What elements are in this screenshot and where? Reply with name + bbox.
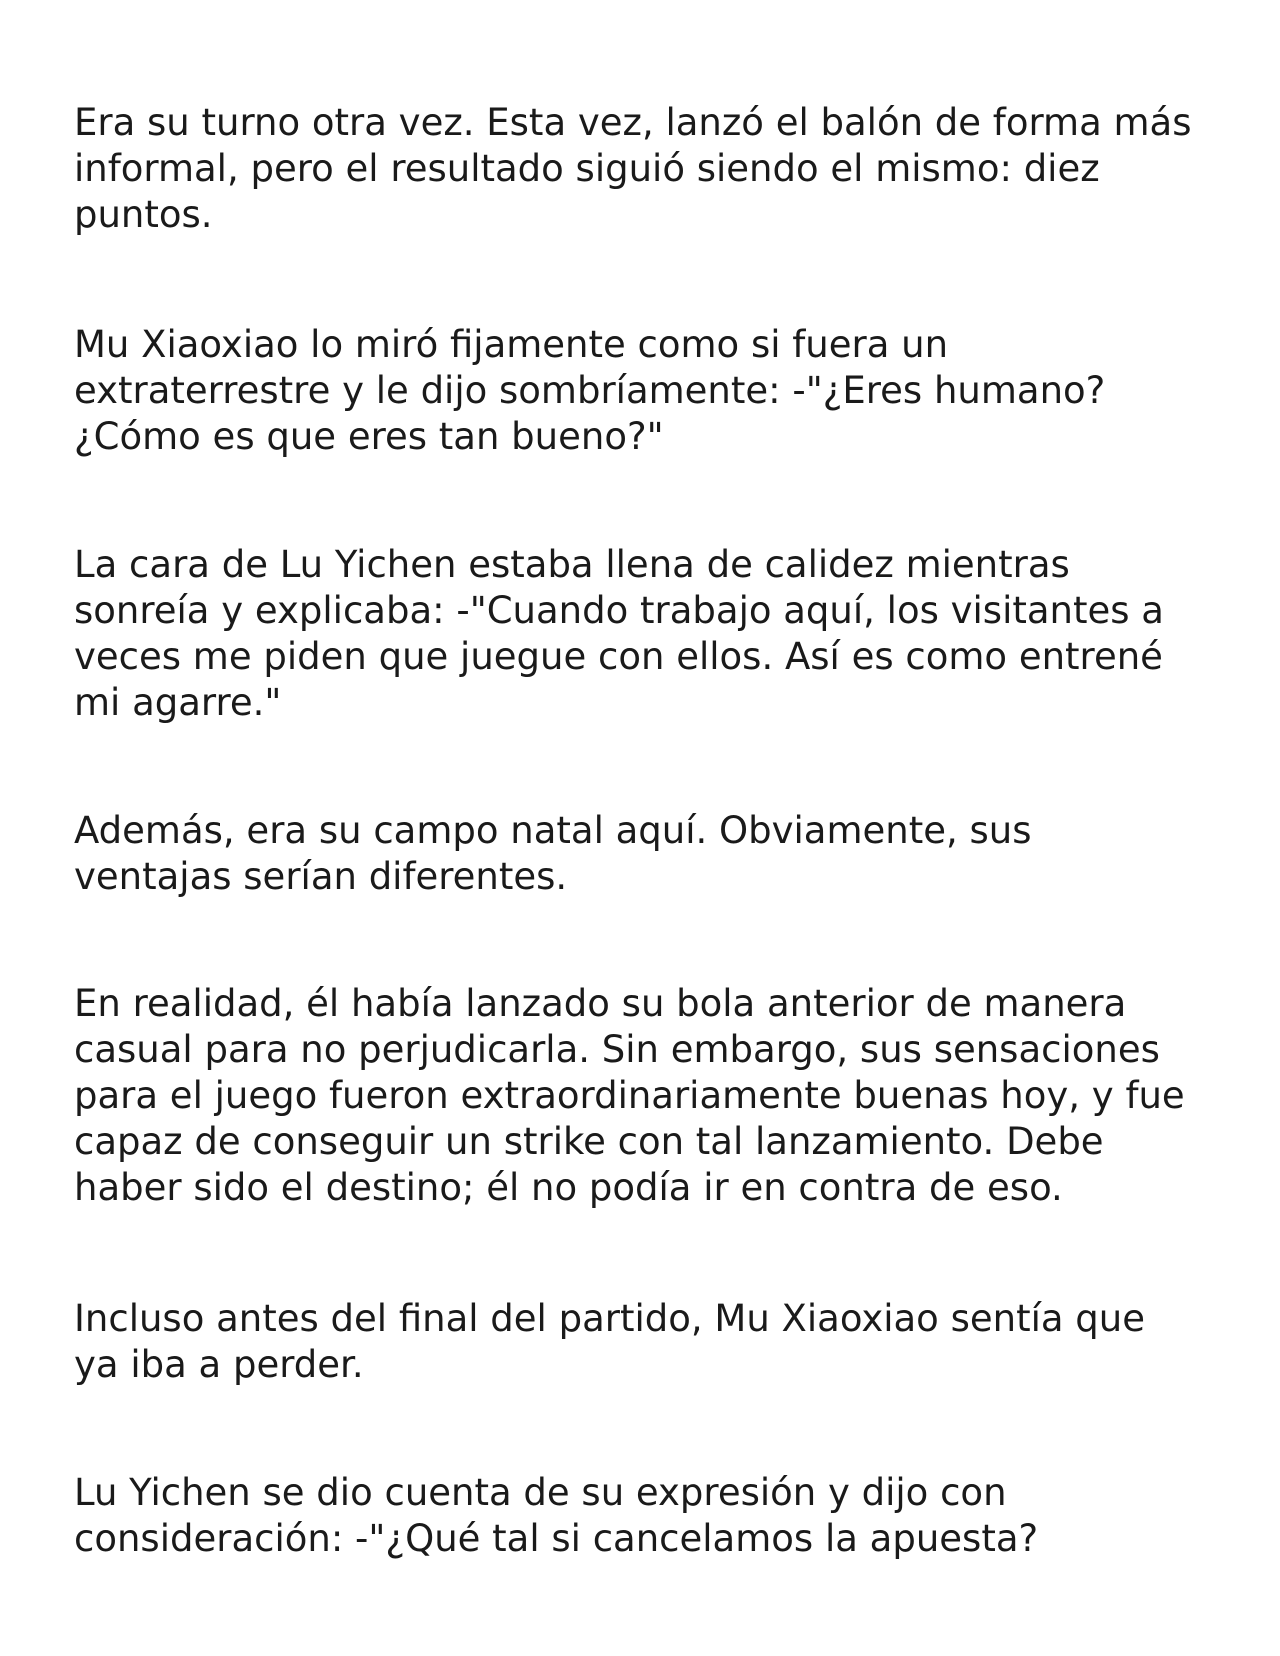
paragraph-1 (74, 100, 1234, 238)
paragraph-line: extraterrestre y le dijo sombríamente: -"¿Eres humano? (74, 369, 1106, 412)
paragraph-2 (74, 322, 1234, 460)
paragraph-line: Mu Xiaoxiao lo miró fijamente como si fuera un (74, 323, 949, 366)
paragraph-7 (74, 1470, 1234, 1562)
paragraph-6 (74, 1296, 1234, 1388)
paragraph-line: Lu Yichen se dio cuenta de su expresión y dijo con (74, 1471, 1007, 1514)
paragraph-line: La cara de Lu Yichen estaba llena de calidez mientras (74, 543, 1070, 586)
paragraph-line: consideración: -"¿Qué tal si cancelamos la apuesta? (74, 1517, 1039, 1560)
paragraph-line: veces me piden que juegue con ellos. Así es como entrené (74, 635, 1163, 678)
paragraph-line: mi agarre." (74, 681, 282, 724)
paragraph-line: informal, pero el resultado siguió siendo el mismo: diez (74, 147, 1100, 190)
paragraph-line: ventajas serían diferentes. (74, 855, 568, 898)
paragraph-5 (74, 981, 1234, 1211)
paragraph-line: sonreía y explicaba: -"Cuando trabajo aquí, los visitantes a (74, 589, 1164, 632)
paragraph-line: ya iba a perder. (74, 1343, 364, 1386)
paragraph-line: Era su turno otra vez. Esta vez, lanzó el balón de forma más (74, 101, 1192, 144)
paragraph-line: para el juego fueron extraordinariamente buenas hoy, y fue (74, 1074, 1185, 1117)
paragraph-line: ¿Cómo es que eres tan bueno?" (74, 415, 664, 458)
paragraph-3 (74, 542, 1234, 726)
paragraph-line: casual para no perjudicarla. Sin embargo, sus sensaciones (74, 1028, 1160, 1071)
paragraph-line: puntos. (74, 193, 213, 236)
paragraph-line: capaz de conseguir un strike con tal lanzamiento. Debe (74, 1120, 1104, 1163)
paragraph-line: Incluso antes del final del partido, Mu Xiaoxiao sentía que (74, 1297, 1145, 1340)
paragraph-4 (74, 808, 1234, 900)
paragraph-line: haber sido el destino; él no podía ir en contra de eso. (74, 1166, 1063, 1209)
paragraph-line: Además, era su campo natal aquí. Obviamente, sus (74, 809, 1032, 852)
paragraph-line: En realidad, él había lanzado su bola anterior de manera (74, 982, 1127, 1025)
